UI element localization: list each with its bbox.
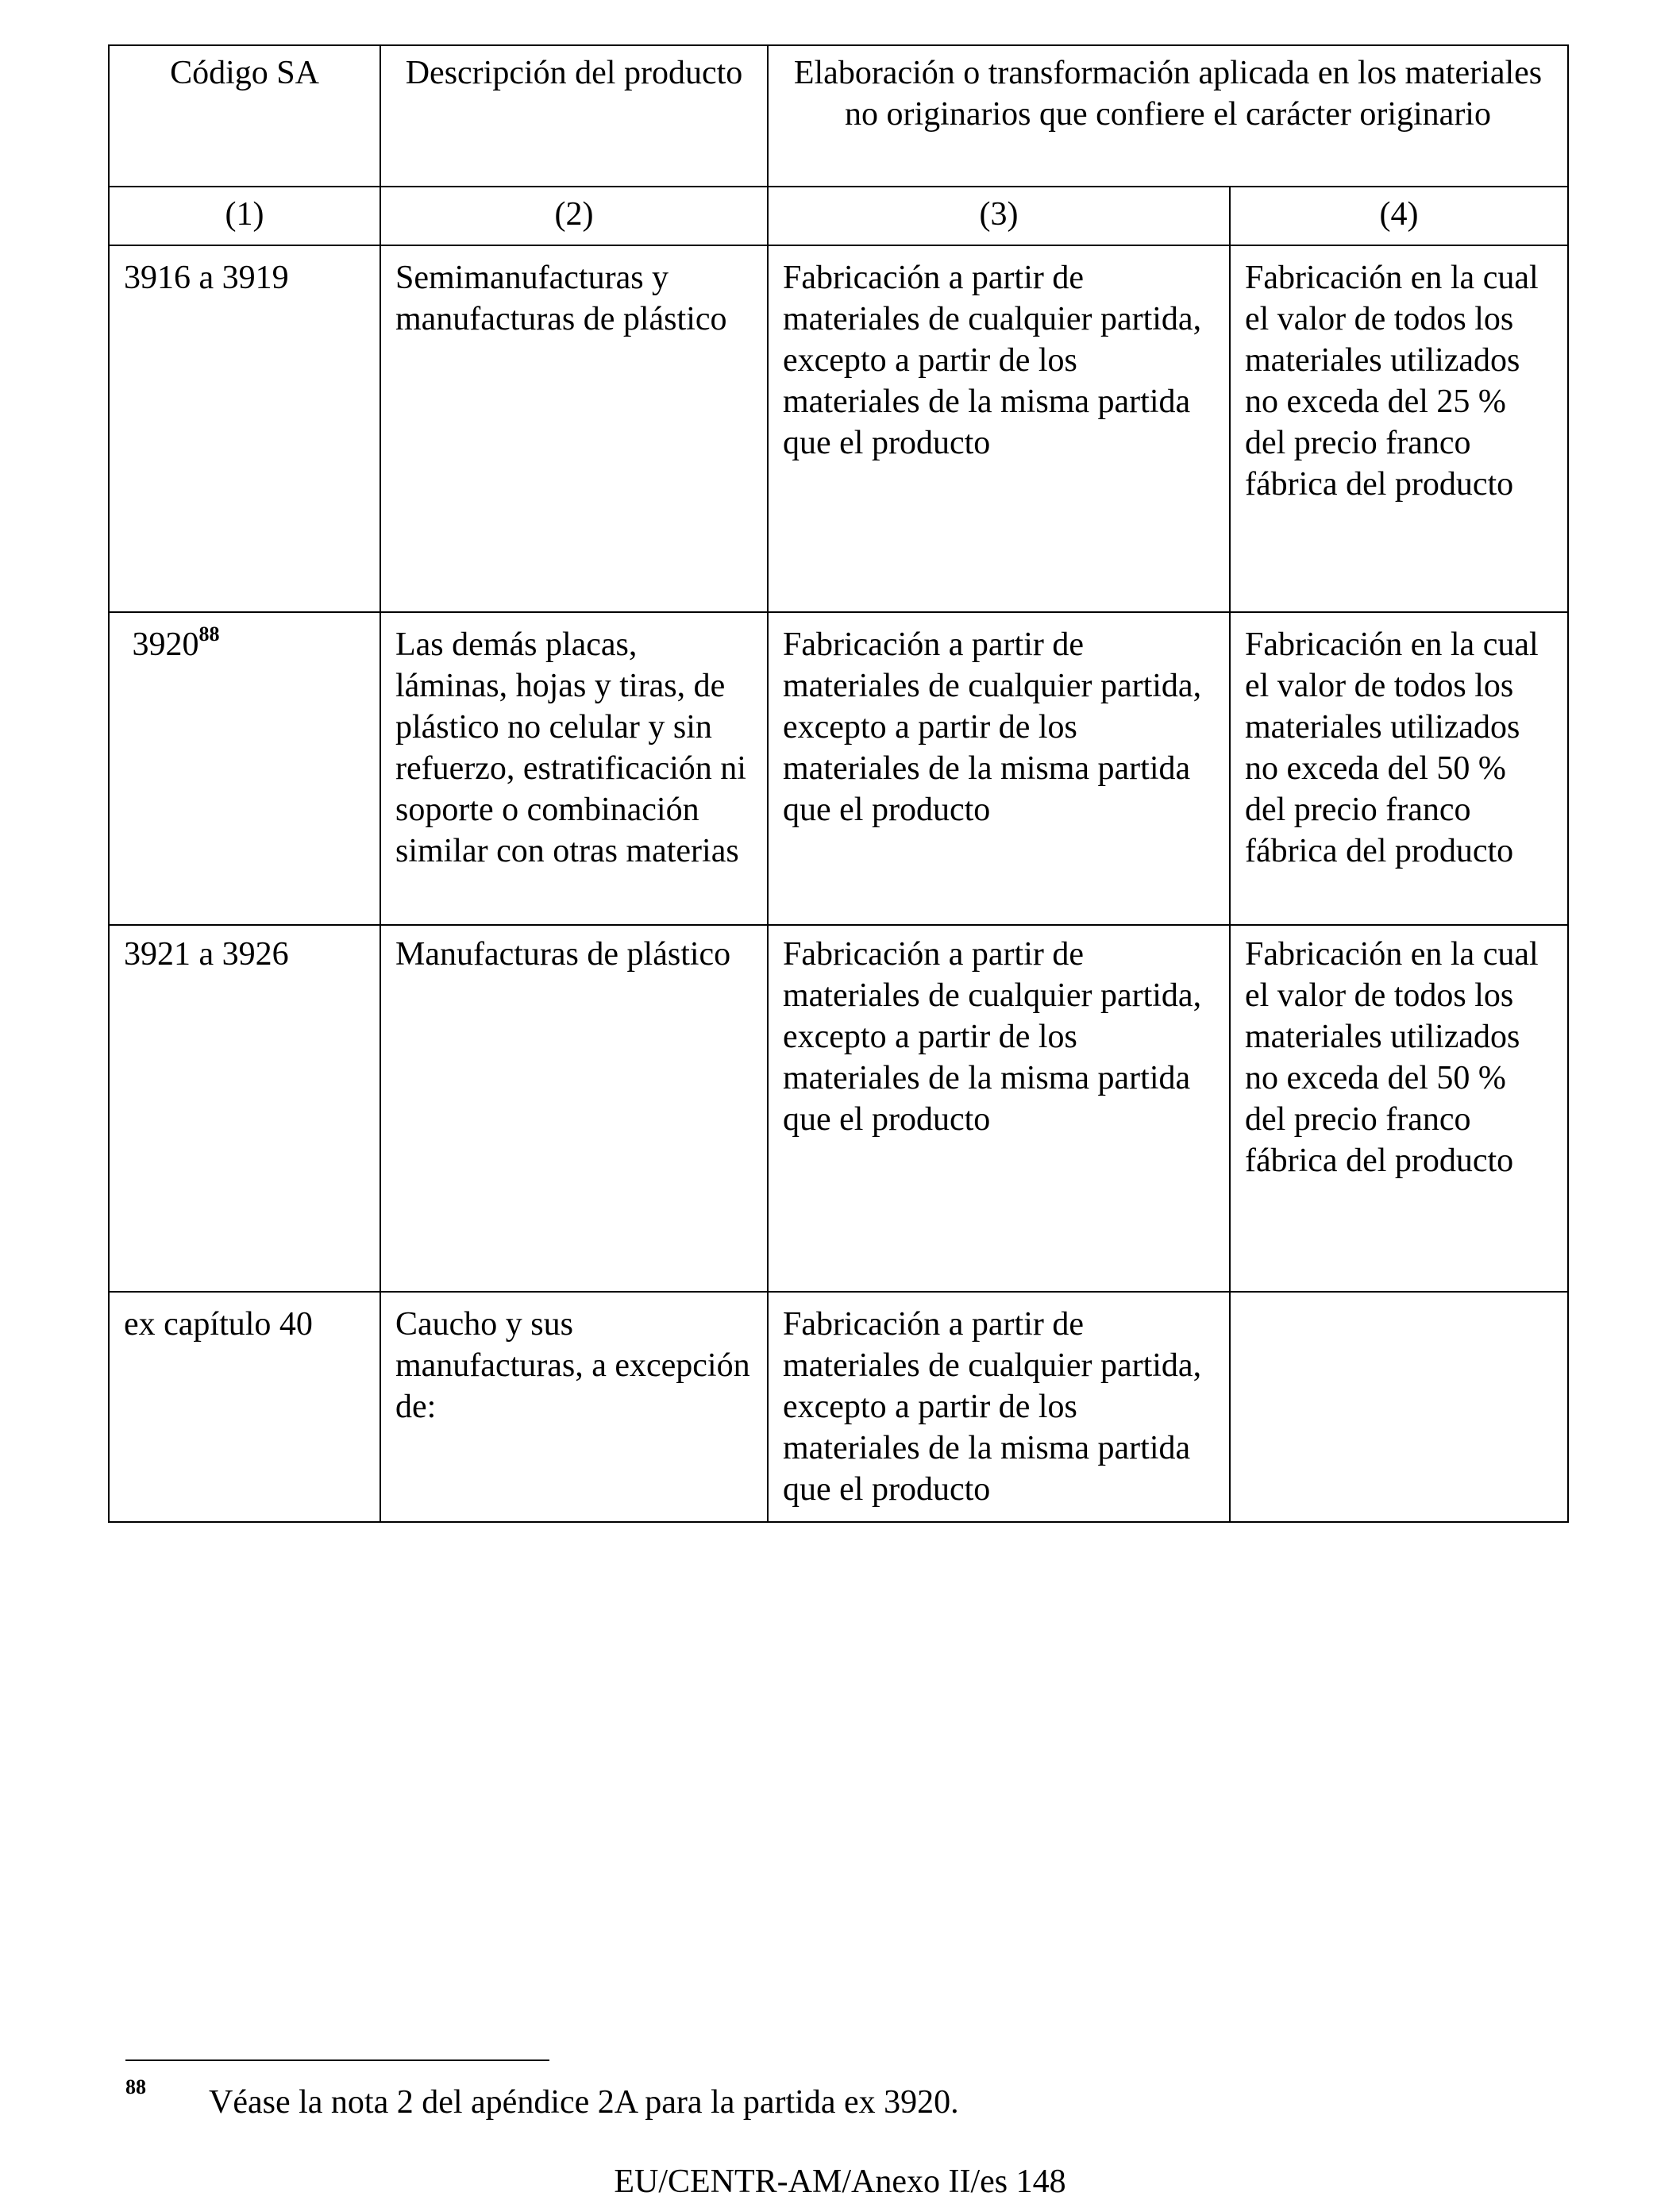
column-number-1: (1) xyxy=(109,187,380,245)
hs-code: ex capítulo 40 xyxy=(124,1306,313,1343)
header-working-or-processing: Elaboración o transformación aplicada en los materiales no originarios que confiere el carácter originario xyxy=(768,45,1568,187)
footnote-text: Véase la nota 2 del apéndice 2A para la partida ex 3920. xyxy=(209,2084,959,2121)
table-row xyxy=(109,245,1568,612)
rule-column-3: Fabricación a partir de materiales de cualquier partida, excepto a partir de los materiales de la misma partida que el producto xyxy=(768,925,1230,1292)
footnote-reference[interactable]: 88 xyxy=(198,622,220,645)
header-hs-code: Código SA xyxy=(109,45,380,187)
hs-code-cell xyxy=(109,925,380,1292)
rule-column-4: Fabricación en la cual el valor de todos los materiales utilizados no exceda del 50 % del precio franco fábrica del producto xyxy=(1230,612,1568,925)
hs-code: 3921 a 3926 xyxy=(124,936,289,973)
rule-column-4 xyxy=(1230,1292,1568,1522)
column-number-3: (3) xyxy=(768,187,1230,245)
footnote-mark: 88 xyxy=(125,2075,146,2098)
header-product-description: Descripción del producto xyxy=(380,45,768,187)
hs-code-cell xyxy=(109,245,380,612)
hs-code-cell xyxy=(109,1292,380,1522)
rule-column-4: Fabricación en la cual el valor de todos los materiales utilizados no exceda del 25 % del precio franco fábrica del producto xyxy=(1230,245,1568,612)
table-row xyxy=(109,612,1568,925)
product-description: Las demás placas, láminas, hojas y tiras, de plástico no celular y sin refuerzo, estratificación ni soporte o combinación similar con otras materias xyxy=(380,612,768,925)
column-number-4: (4) xyxy=(1230,187,1568,245)
rule-column-3: Fabricación a partir de materiales de cualquier partida, excepto a partir de los materiales de la misma partida que el producto xyxy=(768,612,1230,925)
table-row xyxy=(109,925,1568,1292)
rule-column-3: Fabricación a partir de materiales de cualquier partida, excepto a partir de los materiales de la misma partida que el producto xyxy=(768,245,1230,612)
product-description: Semimanufacturas y manufacturas de plástico xyxy=(380,245,768,612)
header-row xyxy=(109,45,1568,187)
rule-column-3: Fabricación a partir de materiales de cualquier partida, excepto a partir de los materiales de la misma partida que el producto xyxy=(768,1292,1230,1522)
table-row xyxy=(109,1292,1568,1522)
page-footer: EU/CENTR-AM/Anexo II/es 148 xyxy=(614,2164,1066,2200)
product-description: Caucho y sus manufacturas, a excepción de: xyxy=(380,1292,768,1522)
hs-code: 3920 xyxy=(132,626,199,663)
rules-of-origin-table xyxy=(108,44,1569,1523)
column-number-row xyxy=(109,187,1568,245)
hs-code: 3916 a 3919 xyxy=(124,260,289,296)
product-description: Manufacturas de plástico xyxy=(380,925,768,1292)
rule-column-4: Fabricación en la cual el valor de todos los materiales utilizados no exceda del 50 % del precio franco fábrica del producto xyxy=(1230,925,1568,1292)
hs-code-cell xyxy=(109,612,380,925)
footnote-separator xyxy=(125,2060,549,2061)
column-number-2: (2) xyxy=(380,187,768,245)
